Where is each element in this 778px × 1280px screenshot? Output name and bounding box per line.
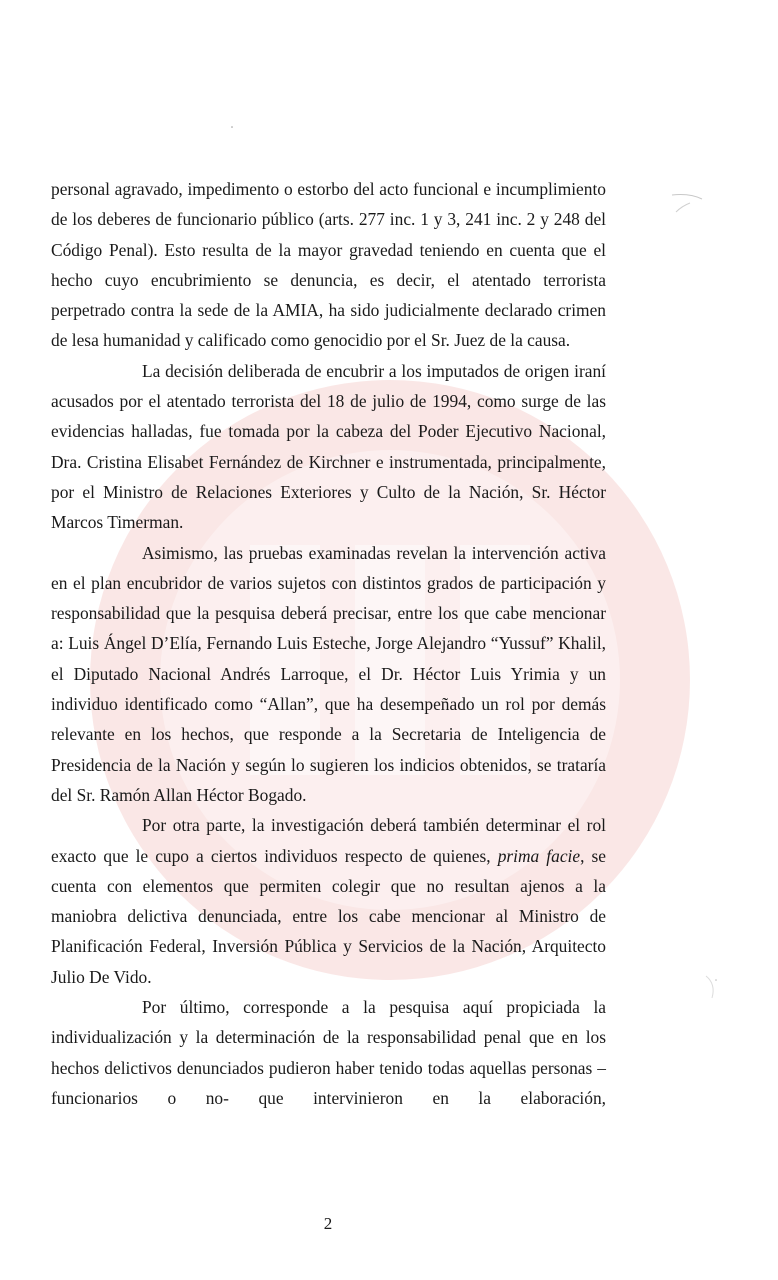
paragraph-4-emphasis: prima facie [497,845,581,866]
document-body [51,174,606,1113]
paragraph-2: La decisión deliberada de encubrir a los imputados de origen iraní acusados por el atentado terrorista del 18 de julio de 1994, como surge de las evidencias halladas, fue tomada por la cabeza del Poder Ejecutivo Nacional, Dra. Cristina Elisabet Fernández de Kirchner e instrumentada, principalmente, por el Ministro de Relaciones Exteriores y Culto de la Nación, Sr. Héctor Marcos Timerman. [51,360,606,533]
paragraph-4 [51,810,606,992]
paragraph-5: Por último, corresponde a la pesquisa aquí propiciada la individualización y la determinación de la responsabilidad penal que en los hechos delictivos denunciados pudieron haber tenido todas aquellas personas –funcionarios o no- que intervinieron en la elaboración, [51,997,606,1108]
paragraph-4-text-after: , se cuenta con elementos que permiten colegir que no resultan ajenos a la maniobra delictiva denunciada, entre los cabe mencionar al Ministro de Planificación Federal, Inversión Pública y Servicios de la Nación, Arquitecto Julio De Vido. [51,845,606,987]
paragraph-3: Asimismo, las pruebas examinadas revelan la intervención activa en el plan encubridor de varios sujetos con distintos grados de participación y responsabilidad que la pesquisa deberá precisar, entre los que cabe mencionar a: Luis Ángel D’Elía, Fernando Luis Esteche, Jorge Alejandro “Yussuf” Khalil, el Diputado Nacional Andrés Larroque, el Dr. Héctor Luis Yrimia y un individuo identificado como “Allan”, que ha desempeñado un rol por demás relevante en los hechos, que responde a la Secretaria de Inteligencia de Presidencia de la Nación y según lo sugieren los indicios obtenidos, se trataría del Sr. Ramón Allan Héctor Bogado. [51,542,606,805]
page-number: 2 [323,1214,333,1233]
paragraph-4-text-before: Por otra parte, la investigación deberá también determinar el rol exacto que le cupo a ciertos individuos respecto de quienes, [51,815,606,866]
paragraph-1: personal agravado, impedimento o estorbo del acto funcional e incumplimiento de los deberes de funcionario público (arts. 277 inc. 1 y 3, 241 inc. 2 y 248 del Código Penal). Esto resulta de la mayor gravedad teniendo en cuenta que el hecho cuyo encubrimiento se denuncia, es decir, el atentado terrorista perpetrado contra la sede de la AMIA, ha sido judicialmente declarado crimen de lesa humanidad y calificado como genocidio por el Sr. Juez de la causa. [51,179,606,351]
